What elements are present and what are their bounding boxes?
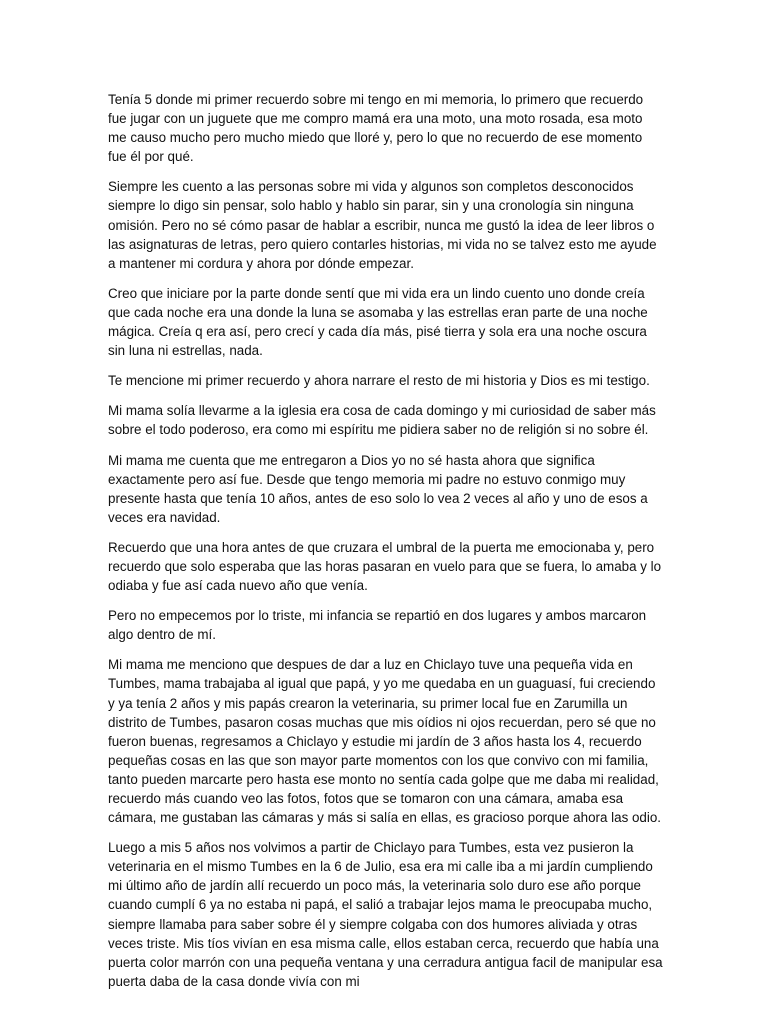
paragraph-5: Mi mama solía llevarme a la iglesia era cosa de cada domingo y mi curiosidad de saber más sobre el todo poderoso, era como mi espíritu me pidiera saber no de religión si no sobre él. [108,403,656,438]
document-body [108,90,664,1002]
paragraph-6: Mi mama me cuenta que me entregaron a Dios yo no sé hasta ahora que significa exactamente pero así fue. Desde que tengo memoria mi padre no estuvo conmigo muy presente hasta que tenía 10 años, antes de eso solo lo vea 2 veces al año y uno de esos a veces era navidad. [108,452,648,525]
paragraph-3: Creo que iniciare por la parte donde sentí que mi vida era un lindo cuento uno donde creía que cada noche era una donde la luna se asomaba y las estrellas eran parte de una noche mágica. Creía q era así, pero crecí y cada día más, pisé tierra y sola era una noche oscura sin luna ni estrellas, nada. [108,285,648,359]
paragraph-8: Pero no empecemos por lo triste, mi infancia se repartió en dos lugares y ambos marcaron algo dentro de mí. [108,608,647,643]
paragraph-2: Siempre les cuento a las personas sobre mi vida y algunos son completos desconocidos siempre lo digo sin pensar, solo hablo y hablo sin parar, sin y una cronología sin ninguna omisión. Pero no sé cómo pasar de hablar a escribir, nunca me gustó la idea de leer libros o las asignaturas de letras, pero quiero contarles historias, mi vida no se talvez esto me ayude a mantener mi cordura y ahora por dónde empezar. [108,179,657,271]
paragraph-7: Recuerdo que una hora antes de que cruzara el umbral de la puerta me emocionaba y, pero recuerdo que solo esperaba que las horas pasaran en vuelo para que se fuera, lo amaba y lo odiaba y fue así cada nuevo año que venía. [108,539,662,594]
paragraph-1: Tenía 5 donde mi primer recuerdo sobre mi tengo en mi memoria, lo primero que recuerdo fue jugar con un juguete que me compro mamá era una moto, una moto rosada, esa moto me causo mucho pero mucho miedo que lloré y, pero lo que no recuerdo de ese momento fue él por qué. [108,92,644,165]
paragraph-10: Luego a mis 5 años nos volvimos a partir de Chiclayo para Tumbes, esta vez pusieron la veterinaria en el mismo Tumbes en la 6 de Julio, esa era mi calle iba a mi jardín cumpliendo mi último año de jardín allí recuerdo un poco más, la veterinaria solo duro ese año porque cuando cumplí 6 ya no estaba ni papá, el salió a trabajar lejos mama le preocupaba mucho, siempre llamaba para saber sobre él y siempre colgaba con dos humores aliviada y otras veces triste. Mis tíos vivían en esa misma calle, ellos estaban cerca, recuerdo que había una puerta color marrón con una pequeña ventana y una cerradura antigua facil de manipular esa puerta daba de la casa donde vivía con mi [108,840,663,989]
paragraph-4: Te mencione mi primer recuerdo y ahora narrare el resto de mi historia y Dios es mi testigo. [108,373,650,389]
paragraph-9: Mi mama me menciono que despues de dar a luz en Chiclayo tuve una pequeña vida en Tumbes, mama trabajaba al igual que papá, y yo me quedaba en un guaguasí, fui creciendo y ya tenía 2 años y mis papás crearon la veterinaria, su primer local fue en Zarumilla un distrito de Tumbes, pasaron cosas muchas que mis oídios ni ojos recuerdan, pero sé que no fueron buenas, regresamos a Chiclayo y estudie mi jardín de 3 años hasta los 4, recuerdo pequeñas cosas en las que son mayor parte momentos con los que convivo con mi familia, tanto pueden marcarte pero hasta ese monto no sentía cada golpe que me daba mi realidad, recuerdo más cuando veo las fotos, fotos que se tomaron con una cámara, amaba esa cámara, me gustaban las cámaras y más si salía en ellas, es gracioso porque ahora las odio. [108,657,662,826]
